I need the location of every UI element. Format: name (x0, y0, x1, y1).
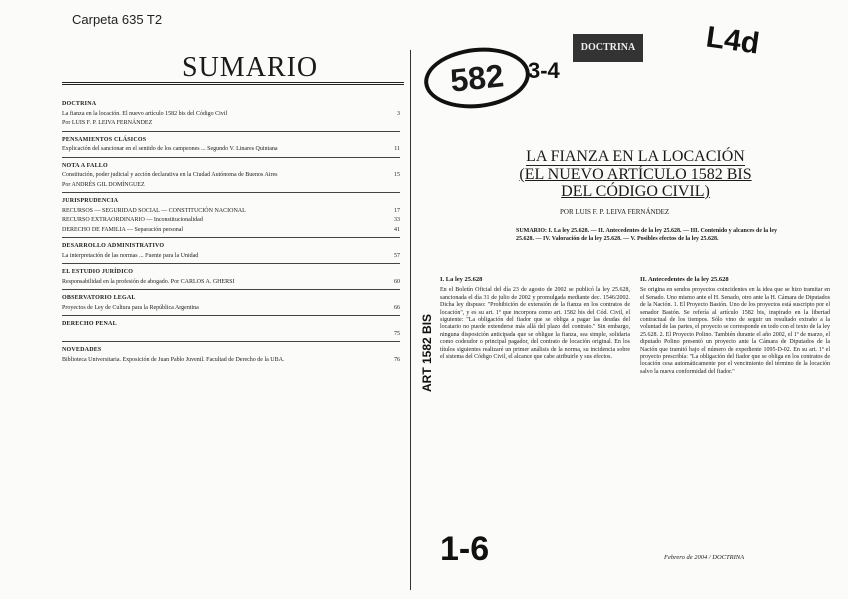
entry-page: 60 (394, 278, 400, 285)
circled-article-number: 582 (421, 43, 533, 114)
divider-line (62, 157, 400, 158)
entry-page: 66 (394, 304, 400, 311)
entry-text: Por ANDRÉS GIL DOMÍNGUEZ (62, 181, 145, 188)
article-title (503, 148, 768, 200)
toc-entry (62, 279, 400, 287)
section-heading: NOTA A FALLO (62, 162, 108, 169)
divider-line (62, 237, 400, 238)
toc-entry (62, 305, 400, 313)
article-summary: SUMARIO: I. La ley 25.628. — II. Antecedentes de la ley 25.628. — III. Contenido y alcances de la ley 25.628. — IV. Valoración de la ley 25.628. — V. Posibles efectos de la ley 25.628. (516, 228, 777, 242)
entry-page: 33 (394, 217, 400, 223)
entry-text: Por LUIS F. P. LEIVA FERNÁNDEZ (62, 120, 153, 126)
toc-section (62, 347, 400, 364)
toc-entry (62, 217, 400, 225)
entry-text: Explicación del sancionar en el sentido de los campeones ... Segundo V. Linares Quintana (62, 146, 278, 152)
section-heading: DESARROLLO ADMINISTRATIVO (62, 243, 165, 249)
section-heading: JURISPRUDENCIA (62, 198, 119, 204)
title-line: DEL CÓDIGO CIVIL) (561, 183, 710, 200)
handwritten-mark: L4d (704, 20, 762, 61)
divider-line (62, 263, 400, 264)
toc-entry (62, 227, 400, 235)
entry-page: 15 (394, 172, 400, 178)
entry-page: 41 (394, 226, 400, 233)
doctrina-tag: DOCTRINA (573, 34, 643, 62)
entry-page (382, 182, 400, 190)
toc-section (62, 269, 400, 286)
handwritten-margin-note: ART 1582 BIS (420, 313, 434, 392)
entry-text (62, 331, 377, 339)
page-gutter (410, 50, 411, 590)
toc-section (62, 295, 400, 312)
entry-page: 76 (394, 356, 400, 363)
toc-entry (62, 172, 400, 180)
sumario-title: SUMARIO (182, 52, 319, 83)
toc-entry (62, 111, 400, 119)
section-heading: DOCTRINA (62, 101, 97, 107)
handwritten-mark: 3-4 (528, 58, 560, 83)
section-heading: NOVEDADES (62, 347, 102, 353)
column-heading: I. La ley 25.628 (440, 276, 483, 283)
toc-entry (62, 146, 400, 154)
section-heading: DERECHO PENAL (62, 321, 117, 327)
toc-entry (62, 208, 400, 216)
toc-entry (62, 357, 400, 365)
toc-entry (62, 331, 400, 339)
column-body: Se origina en sendos proyectos coincidentes en la idea que se hizo tramitar en el Senado. Uno mismo ante el H. Senado, otro ante la H. Cámara de Diputados de la Nación. 1. El Proyecto Bastón. Uno de los proyectos está suscripto por el senador Bastón. Se refería al artículo 1582 bis, inspirado en la libertad contractual de los tiempos. Sólo vino de seguir un resultado extraño a la voluntad de las partes, el proyecto se corresponde en todo con el texto de la ley 25.628. 2. El Proyecto Polino. También durante el año 2002, el 1º de marzo, el diputado Polino presentó un proyecto ante la Cámara de Diputados de la Nación que tramitó bajo el número de expediente 1095-D-02. En su art. 1º el proyecto prescribía: "La obligación del fiador que se obliga en los contratos de locación cesa automáticamente por el vencimiento del término de la locación salvo la nueva conformidad del fiador." (640, 287, 830, 375)
entry-text: La interpretación de las normas ... Fuente para la Unidad (62, 252, 199, 259)
entry-text: RECURSOS — SEGURIDAD SOCIAL — CONSTITUCIÓN NACIONAL (62, 207, 246, 214)
table-of-contents (62, 96, 400, 364)
column-heading: II. Antecedentes de la ley 25.628 (640, 276, 729, 283)
entry-page: 3 (397, 110, 400, 117)
toc-entry (62, 182, 400, 190)
divider-line (62, 192, 400, 193)
handwritten-mark: 1-6 (440, 530, 490, 568)
entry-page: 57 (394, 252, 400, 259)
toc-section (62, 243, 400, 260)
article-author: POR LUIS F. P. LEIVA FERNÁNDEZ (560, 208, 670, 216)
section-heading: PENSAMIENTOS CLÁSICOS (62, 136, 147, 143)
section-heading: EL ESTUDIO JURÍDICO (62, 269, 134, 275)
entry-text: Constitución, poder judicial y acción declarativa en la Ciudad Autónoma de Buenos Aires (62, 172, 278, 178)
folder-label: Carpeta 635 T2 (72, 12, 163, 27)
toc-section (62, 137, 400, 154)
entry-text: RECURSO EXTRAORDINARIO — Inconstitucionalidad (62, 217, 203, 223)
title-line: LA FIANZA EN LA LOCACIÓN (526, 148, 745, 165)
divider-line (62, 341, 400, 342)
toc-entry (62, 253, 400, 261)
entry-page: 11 (394, 146, 400, 152)
section-heading: OBSERVATORIO LEGAL (62, 295, 136, 301)
toc-section (62, 321, 400, 338)
title-line: (EL NUEVO ARTÍCULO 1582 BIS (519, 166, 752, 183)
entry-page: 17 (394, 207, 400, 214)
divider-line (62, 315, 400, 316)
entry-text: Responsabilidad en la profesión de abogado. Por CARLOS A. GHERSI (62, 278, 235, 285)
entry-text: La fianza en la locación. El nuevo artículo 1582 bis del Código Civil (62, 110, 228, 117)
toc-section (62, 163, 400, 190)
toc-entry (62, 120, 400, 128)
article-column-1 (440, 276, 630, 538)
toc-section (62, 101, 400, 128)
title-rule (62, 82, 404, 85)
entry-text: Proyectos de Ley de Cultura para la República Argentina (62, 304, 199, 311)
entry-text: Biblioteca Universitaria. Exposición de Juan Pablo Juvenil. Facultad de Derecho de la UBA. (62, 356, 285, 363)
article-column-2 (640, 276, 830, 546)
divider-line (62, 289, 400, 290)
entry-page (382, 120, 400, 128)
divider-line (62, 131, 400, 132)
entry-page: 75 (394, 330, 400, 337)
entry-text: DERECHO DE FAMILIA — Separación personal (62, 226, 184, 233)
page-footer: Febrero de 2004 / DOCTRINA (664, 554, 745, 561)
column-body: En el Boletín Oficial del día 23 de agosto de 2002 se publicó la ley 25.628, sancionada el día 31 de julio de 2002 y promulgada mediante dec. 1546/2002. Dicha ley dispuso: "Prohibición de extensión de la fianza en los contratos de locación", y es su art. 1º que incorpora como art. 1582 bis del Cód. Civil, el siguiente: "La obligación del fiador que se obliga a pagar las deudas del locatario no puede extenderse más allá del plazo del contrato." Sin embargo, ninguna disposición anticipada que se obligue la fianza, sea simple, solidaria como codeudor o principal pagador, del contrato de locación original. En los títulos siguientes realizaré un primer análisis de la norma, su incidencia sobre el sistema del Código Civil, el alcance que cabe atribuirle y sus efectos. (440, 287, 630, 361)
toc-section (62, 198, 400, 234)
